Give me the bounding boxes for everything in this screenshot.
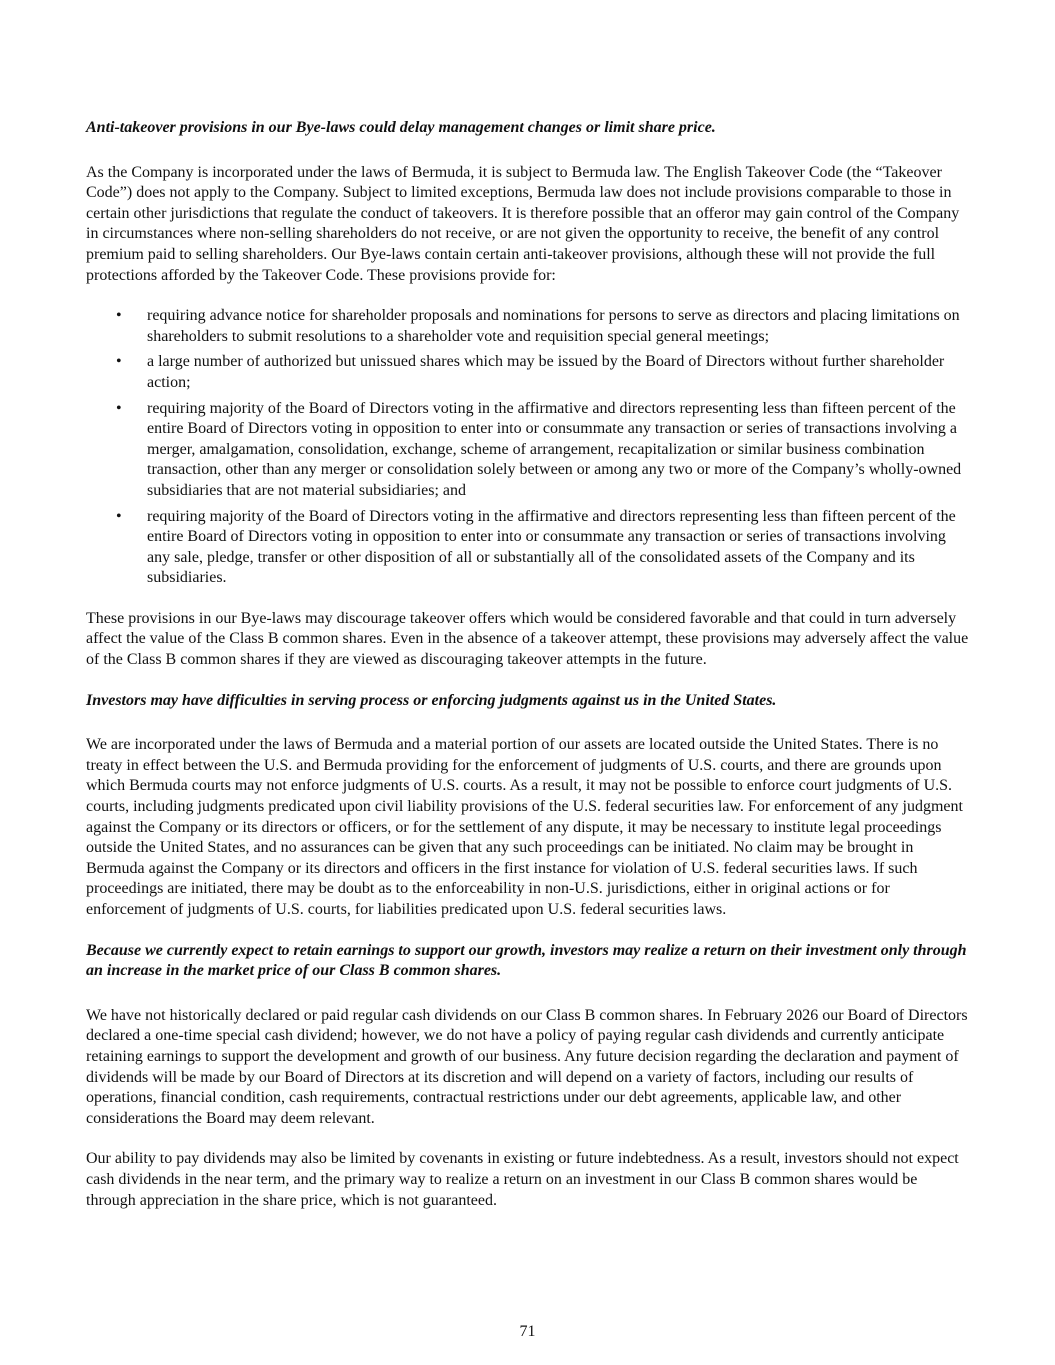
section-heading-serving-process: Investors may have difficulties in serving process or enforcing judgments against us in the United States.: [86, 691, 777, 709]
bullet-icon: •: [116, 353, 122, 371]
list-item-text: a large number of authorized but unissued shares which may be issued by the Board of Directors without further shareholder action;: [147, 353, 945, 391]
provisions-list: [86, 306, 970, 589]
paragraph-enforcement-judgments: We are incorporated under the laws of Bermuda and a material portion of our assets are located outside the United States. There is no treaty in effect between the U.S. and Bermuda providing for the enforcement of judgments of U.S. courts, and there are grounds upon which Bermuda courts may not enforce judgments of U.S. courts. As a result, it may not be possible to enforce court judgments of U.S. courts, including judgments predicated upon civil liability provisions of the U.S. federal securities law. For enforcement of any judgment against the Company or its directors or officers, or for the settlement of any dispute, it may be necessary to institute legal proceedings outside the United States, and no assurances can be given that any such proceedings can be initiated. No claim may be brought in Bermuda against the Company or its directors and officers in the first instance for violation of U.S. federal securities laws. If such proceedings are initiated, there may be doubt as to the enforceability in non-U.S. jurisdictions, either in original actions or for enforcement of judgments of U.S. courts, for liabilities predicated upon U.S. federal securities laws.: [86, 736, 963, 918]
bullet-icon: •: [116, 507, 122, 525]
paragraph-dividend-limits: Our ability to pay dividends may also be limited by covenants in existing or future indebtedness. As a result, investors should not expect cash dividends in the near term, and the primary way to realize a return on an investment in our Class B common shares would be through appreciation in the share price, which is not guaranteed.: [86, 1150, 959, 1209]
page-number: 71: [519, 1323, 536, 1340]
bullet-icon: •: [116, 399, 122, 417]
document-page: [86, 118, 970, 1231]
list-item: [86, 306, 970, 347]
bullet-icon: •: [116, 307, 122, 325]
list-item-text: requiring majority of the Board of Directors voting in the affirmative and directors representing less than fifteen percent of the entire Board of Directors voting in opposition to enter into or consummate any transaction or series of transactions involving a merger, amalgamation, consolidation, exchange, scheme of arrangement, recapitalization or similar business combination transaction, other than any merger or consolidation solely between or among any two or more of the Company’s wholly-owned subsidiaries that are not material subsidiaries; and: [147, 399, 962, 499]
list-item: [86, 507, 970, 589]
paragraph-dividend-history: We have not historically declared or paid regular cash dividends on our Class B common shares. In February 2026 our Board of Directors declared a one-time special cash dividend; however, we do not have a policy of paying regular cash dividends and currently anticipate retaining earnings to support the development and growth of our business. Any future decision regarding the declaration and payment of dividends will be made by our Board of Directors at its discretion and will depend on a variety of factors, including our results of operations, financial condition, cash requirements, contractual restrictions under our debt agreements, applicable law, and other considerations the Board may deem relevant.: [86, 1006, 968, 1127]
section-heading-retain-earnings: Because we currently expect to retain earnings to support our growth, investors may realize a return on their investment only through an increase in the market price of our Class B common shares.: [86, 941, 967, 980]
paragraph-bermuda-law-intro: As the Company is incorporated under the laws of Bermuda, it is subject to Bermuda law. The English Takeover Code (the “Takeover Code”) does not apply to the Company. Subject to limited exceptions, Bermuda law does not include provisions comparable to those in certain other jurisdictions that regulate the conduct of takeovers. It is therefore possible that an offeror may gain control of the Company in circumstances where non-selling shareholders do not receive, or are not given the opportunity to receive, the benefit of any control premium paid to selling shareholders. Our Bye-laws contain certain anti-takeover provisions, although these will not provide the full protections afforded by the Takeover Code. These provisions provide for:: [86, 163, 960, 284]
list-item-text: requiring majority of the Board of Directors voting in the affirmative and directors representing less than fifteen percent of the entire Board of Directors voting in opposition to enter into or consummate any transaction or series of transactions involving any sale, pledge, transfer or other disposition of all or substantially all of the consolidated assets of the Company and its subsidiaries.: [147, 507, 956, 587]
list-item-text: requiring advance notice for shareholder proposals and nominations for persons to serve as directors and placing limitations on shareholders to submit resolutions to a shareholder vote and requisition special general meetings;: [147, 307, 960, 345]
paragraph-provisions-effect: These provisions in our Bye-laws may discourage takeover offers which would be considered favorable and that could in turn adversely affect the value of the Class B common shares. Even in the absence of a takeover attempt, these provisions may adversely affect the value of the Class B common shares if they are viewed as discouraging takeover attempts in the future.: [86, 609, 969, 669]
list-item: [86, 399, 970, 502]
section-heading-anti-takeover: Anti-takeover provisions in our Bye-laws could delay management changes or limit share price.: [86, 119, 716, 136]
list-item: [86, 352, 970, 393]
